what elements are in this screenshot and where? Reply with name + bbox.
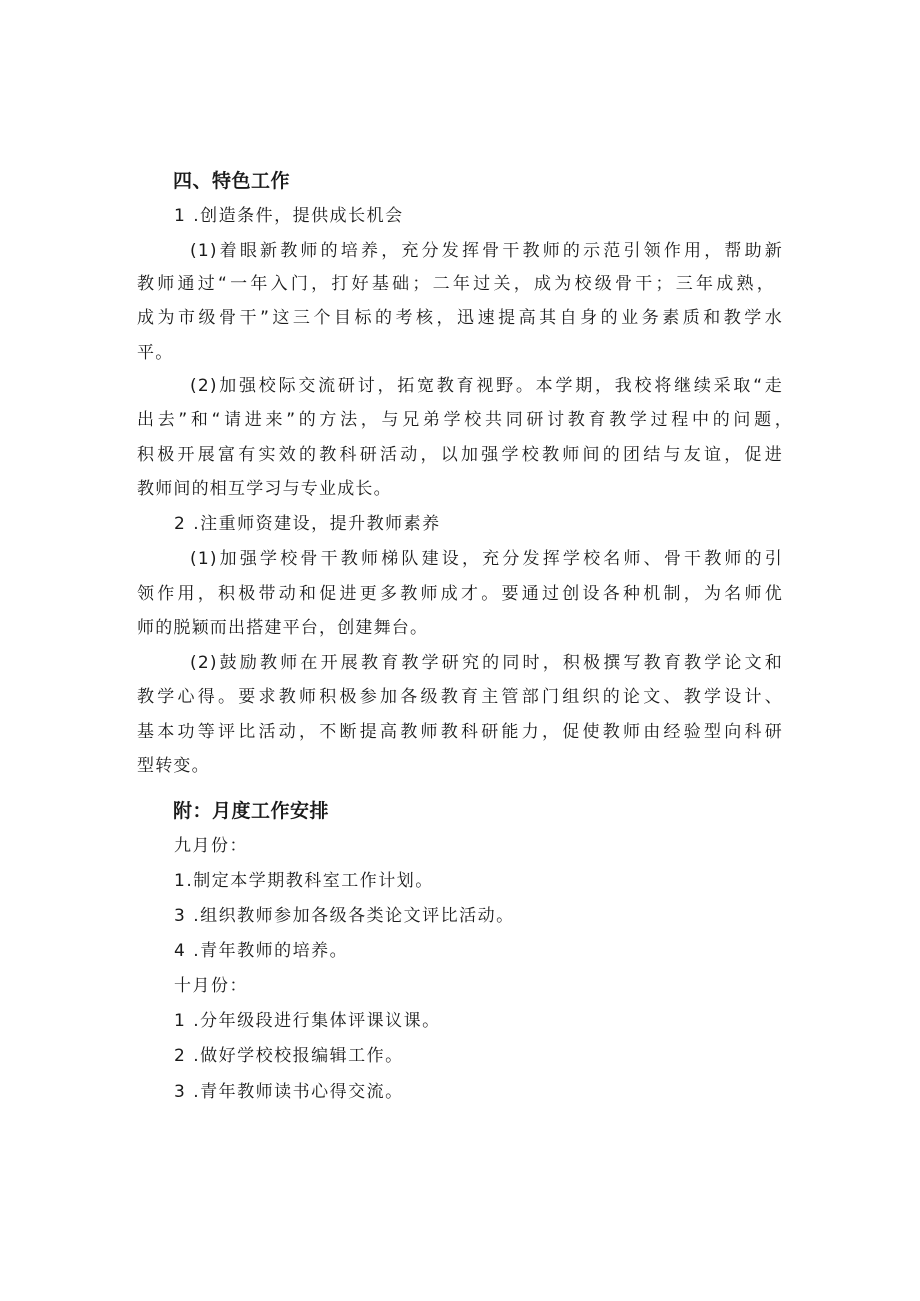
october-label: 十月份：	[174, 976, 248, 996]
item1-p1-line3: 成为市级骨干”这三个目标的考核，迅速提高其自身的业务素质和教学水	[137, 308, 783, 328]
october-item-2: 2 .做好学校校报编辑工作。	[174, 1046, 404, 1066]
october-item-3: 3 .青年教师读书心得交流。	[174, 1082, 404, 1102]
item1-p2-line1: (2)加强校际交流研讨，拓宽教育视野。本学期，我校将继续采取“走	[190, 376, 783, 396]
item2-p2-line1: (2)鼓励教师在开展教育教学研究的同时，积极撰写教育教学论文和	[190, 653, 783, 673]
september-item-1: 1.制定本学期教科室工作计划。	[174, 871, 434, 891]
section-heading: 四、特色工作	[173, 170, 291, 192]
item2-p2-line2: 教学心得。要求教师积极参加各级教育主管部门组织的论文、教学设计、	[137, 687, 783, 707]
item1-p2-line3: 积极开展富有实效的教科研活动，以加强学校教师间的团结与友谊，促进	[137, 445, 783, 465]
item1-title: 1 .创造条件，提供成长机会	[174, 206, 404, 226]
item2-title: 2 .注重师资建设，提升教师素养	[174, 514, 441, 534]
item1-p2-line4: 教师间的相互学习与专业成长。	[137, 479, 392, 499]
item1-p1-line1: (1)着眼新教师的培养，充分发挥骨干教师的示范引领作用，帮助新	[190, 241, 783, 261]
october-item-1: 1 .分年级段进行集体评课议课。	[174, 1011, 441, 1031]
september-item-3: 4 .青年教师的培养。	[174, 941, 349, 961]
item2-p1-line2: 领作用，积极带动和促进更多教师成才。要通过创设各种机制，为名师优	[137, 584, 783, 604]
item1-p1-line4: 平。	[137, 343, 174, 363]
item2-p2-line3: 基本功等评比活动，不断提高教师教科研能力，促使教师由经验型向科研	[137, 722, 783, 742]
item2-p2-line4: 型转变。	[137, 756, 210, 776]
item1-p1-line2: 教师通过“一年入门，打好基础；二年过关，成为校级骨干；三年成熟，	[137, 274, 775, 294]
item1-p2-line2: 出去”和“请进来”的方法，与兄弟学校共同研讨教育教学过程中的问题，	[137, 410, 793, 430]
appendix-heading: 附：月度工作安排	[173, 800, 330, 822]
september-item-2: 3 .组织教师参加各级各类论文评比活动。	[174, 906, 515, 926]
item2-p1-line1: (1)加强学校骨干教师梯队建设，充分发挥学校名师、骨干教师的引	[190, 549, 783, 569]
september-label: 九月份：	[174, 836, 248, 856]
item2-p1-line3: 师的脱颖而出搭建平台，创建舞台。	[137, 618, 429, 638]
